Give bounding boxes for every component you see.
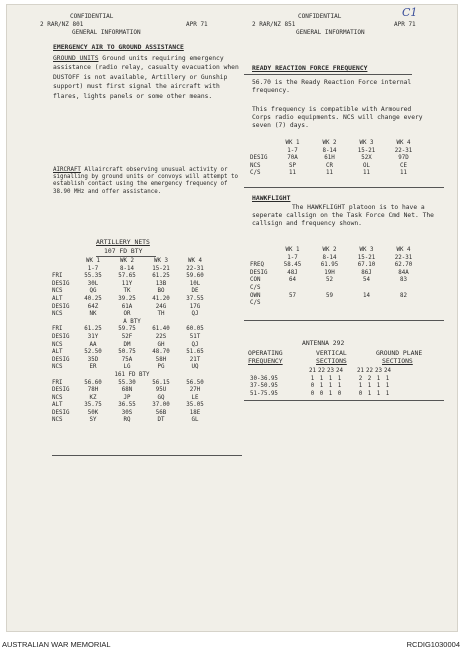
table-row [52,380,212,388]
row-label: CON [250,277,261,284]
table-cell: 11Y [121,280,133,287]
table-cell: 1 [385,390,390,397]
row-label: NCS [52,417,63,424]
table-cell: 48.70 [152,349,170,356]
table-cell: 83 [400,277,407,284]
left-page-title: GENERAL INFORMATION [72,29,141,36]
divider [244,400,444,401]
arty-group-107 [52,273,212,319]
table-cell: 1 [367,383,372,390]
table-cell: 23 [327,368,334,374]
row-label: NCS [52,288,63,295]
table-cell: 52X [361,155,372,162]
table-row [250,376,392,384]
table-cell [311,300,348,308]
rrf-text-1: 56.70 is the Ready Reaction Force internal frequency. [252,79,412,94]
antenna-col-frequency: FREQUENCY [248,357,283,365]
table-cell: 22S [155,333,167,340]
table-cell: 1 [376,383,381,390]
row-label: NCS [52,364,63,371]
table-row [52,334,212,342]
table-cell: 1 [328,390,333,397]
left-date: APR 71 [186,21,208,28]
table-cell: UQ [191,364,199,371]
antenna-title: ANTENNA 292 [302,339,345,347]
antenna-rows [250,376,392,399]
table-cell: TK [123,288,131,295]
table-cell [344,391,356,399]
table-cell: 24 [336,368,343,374]
table-cell: 35.05 [186,402,204,409]
table-cell: 78H [87,387,99,394]
table-cell: 23 [375,368,382,374]
table-cell: DM [123,341,131,348]
table-header-row: 1-7 8-14 15-21 22-31 [287,254,413,261]
divider [244,187,444,188]
table-cell: 59.60 [186,273,204,280]
table-cell: 0 [358,390,363,397]
emergency-section-title: EMERGENCY AIR TO GROUND ASSISTANCE [53,43,184,51]
table-row [250,277,422,285]
table-cell: CR [326,162,333,169]
row-label: 30-36.95 [250,375,278,382]
table-cell: 11 [400,170,407,177]
table-cell: 56.15 [152,379,170,386]
table-row [250,293,422,301]
table-cell: 22 [366,368,373,374]
row-label: FRI [52,379,63,386]
table-cell: 10L [189,280,201,287]
table-cell [348,285,385,293]
table-cell: 1 [358,383,363,390]
divider [96,256,156,257]
table-cell: SY [89,417,97,424]
table-cell: 62.70 [394,262,413,269]
table-cell: 0 [337,390,342,397]
row-label: OWN [250,292,261,299]
table-cell: GH [157,341,165,348]
table-cell: 41.20 [152,295,170,302]
row-label: DESIG [250,155,268,162]
table-row [52,288,212,296]
row-label: 51-75.95 [250,390,278,397]
table-row [52,304,212,312]
ground-units-text: Ground units requiring emergency assistance (radio relay, casualty evacuation when DUSTOFF is not available, Artillery or Gunship support) must first signal the aircraft with flares, lights panels or some other means. [53,55,239,100]
arty-unit-161: 161 FD BTY [114,371,150,378]
table-cell: 1 [319,375,324,382]
row-label: DESIG [52,387,70,394]
table-cell: 60.05 [186,326,204,333]
row-label: NCS [52,311,63,318]
table-cell: 21 [309,368,316,374]
artillery-table [52,258,212,425]
row-label: FREQ [250,262,264,269]
table-cell: OR [123,311,131,318]
table-row [250,155,422,163]
table-cell: 11 [289,170,296,177]
antenna-col-vertical: VERTICAL [316,349,347,357]
hawkflight-title: HAWKFLIGHT [252,194,291,202]
table-row [250,285,422,293]
divider [244,74,412,75]
table-cell: 82 [400,292,407,299]
divider [52,455,242,456]
right-page-title: GENERAL INFORMATION [296,29,365,36]
table-header-row [250,368,392,376]
table-cell: 52.50 [84,349,102,356]
table-cell: 31Y [87,333,99,340]
table-cell: QJ [191,311,199,318]
right-classification: CONFIDENTIAL [298,13,342,20]
arty-subtitle-row [52,372,212,380]
table-cell: RQ [123,417,131,424]
table-cell: 13B [155,280,167,287]
row-label: ALT [52,295,63,302]
table-row [52,395,212,403]
table-cell: 11 [363,170,370,177]
table-cell: OL [363,162,370,169]
table-row [250,383,392,391]
table-row [52,387,212,395]
table-cell: 1 [328,375,333,382]
antenna-col-ground-sections: SECTIONS [382,357,413,365]
row-label: ALT [52,402,63,409]
table-cell: 0 [310,390,315,397]
table-cell: 56.60 [84,379,102,386]
table-cell [274,300,311,308]
rrf-text-2: This frequency is compatible with Armoured Corps radio equipments. NCS will change every seven (7) days. [252,106,423,129]
table-row [52,326,212,334]
hawkflight-text: The HAWKFLIGHT platoon is to have a seperate callsign on the Task Force Cmd Net. The callsign and frequency shown. [252,204,434,227]
row-label: FRI [52,273,63,280]
table-cell: 1 [337,383,342,390]
table-cell: 61.25 [84,326,102,333]
table-cell: 0 [310,383,315,390]
table-cell: 84A [398,269,409,276]
table-cell: LE [191,394,199,401]
artillery-nets-title: ARTILLERY NETS [96,238,150,246]
table-row [52,281,212,289]
table-cell: PG [157,364,165,371]
table-header-row: 1-7 8-14 15-21 22-31 [87,265,204,272]
table-cell: 61.95 [320,262,339,269]
row-label: DESIG [52,280,70,287]
footer-source: AUSTRALIAN WAR MEMORIAL [2,640,111,649]
table-cell: 2 [367,375,372,382]
table-row [250,262,422,270]
arty-unit-107: 107 FD BTY [104,247,143,255]
table-cell: 19H [324,269,335,276]
table-cell: 61.40 [152,326,170,333]
antenna-col-ground: GROUND PLANE [376,349,423,357]
table-cell: 1 [319,383,324,390]
table-row [52,273,212,281]
table-cell [385,285,422,293]
table-cell: 40.25 [84,295,102,302]
table-cell: 27H [189,387,201,394]
table-cell: 50K [87,409,99,416]
table-row [52,357,212,365]
table-row [52,417,212,425]
table-cell: KZ [89,394,97,401]
table-cell: 50.75 [118,349,136,356]
table-cell: 52 [326,277,333,284]
aircraft-paragraph [53,167,243,196]
table-cell: 56B [155,409,167,416]
table-cell: NK [89,311,97,318]
handwritten-mark: C1 [402,6,418,19]
table-cell: SP [289,162,296,169]
antenna-col-operating: OPERATING [248,349,283,357]
table-header-row: WK 1 WK 2 WK 3 WK 4 [285,140,411,146]
table-cell: 37.00 [152,402,170,409]
table-cell: 61.25 [152,273,170,280]
table-cell: 1 [376,375,381,382]
table-cell: 58.45 [283,262,302,269]
table-row [52,311,212,319]
row-label: 37-50.95 [250,383,278,390]
table-cell: 0 [319,390,324,397]
table-cell: 68N [121,387,133,394]
table-cell: 67.10 [357,262,376,269]
table-cell: CE [400,162,407,169]
row-label: C/S [250,300,261,307]
table-cell: 64Z [87,303,99,310]
table-cell: 1 [376,390,381,397]
row-label: DESIG [52,356,70,363]
antenna-table [250,368,392,398]
table-cell: 35.75 [84,402,102,409]
row-label: DESIG [250,269,268,276]
table-cell: 75A [121,356,133,363]
rrf-section-title: READY REACTION FORCE FREQUENCY [252,64,368,72]
table-row [250,163,422,171]
table-cell: 2 [358,375,363,382]
table-row [250,270,422,278]
table-row [52,364,212,372]
table-header-row: WK 1 WK 2 WK 3 WK 4 [86,258,202,264]
right-reference: 2 RAR/NZ 851 [252,21,296,28]
table-cell: 61A [121,303,133,310]
arty-subtitle-row [52,319,212,327]
table-cell: 1 [367,390,372,397]
table-cell: 1 [385,375,390,382]
table-cell: 59.75 [118,326,136,333]
table-cell: 61H [324,155,335,162]
table-cell: DT [157,417,165,424]
row-label: C/S [250,170,261,177]
table-row [52,296,212,304]
table-cell: 54 [363,277,370,284]
footer-id: RCDIG1030004 [406,640,460,649]
rrf-table [250,140,422,178]
row-label: ALT [52,349,63,356]
table-cell: 57.65 [118,273,136,280]
row-label: DESIG [52,333,70,340]
ground-units-paragraph [53,54,243,101]
table-cell: 51T [189,333,201,340]
table-cell: LG [123,364,131,371]
table-cell: DE [191,288,199,295]
arty-group-161 [52,380,212,426]
table-cell: 30S [121,409,133,416]
table-cell: 1 [385,383,390,390]
table-cell: TH [157,311,165,318]
table-row [250,391,392,399]
table-cell: GQ [157,394,165,401]
divider [244,320,444,321]
table-row [250,170,422,178]
aircraft-text: Allaircraft observing unusual activity or signalling by ground units or convoys will attempt to establish contact using the emergency frequency of 38.90 MHz and offer assistance. [53,167,238,195]
hawkflight-table [250,247,422,308]
table-cell: 1 [337,375,342,382]
row-label: FRI [52,326,63,333]
table-row [52,349,212,357]
table-cell: 1 [328,383,333,390]
table-cell [311,285,348,293]
table-cell: 51.65 [186,349,204,356]
table-cell: 64 [289,277,296,284]
table-row [52,342,212,350]
aircraft-label: AIRCRAFT [53,167,81,173]
table-cell: 24G [155,303,167,310]
table-cell: 39.25 [118,295,136,302]
table-cell: ER [89,364,97,371]
table-cell: 86J [361,269,372,276]
table-cell: 55.35 [84,273,102,280]
table-cell [344,383,356,391]
table-cell: 37.55 [186,295,204,302]
antenna-col-vertical-sections: SECTIONS [316,357,347,365]
row-label: NCS [52,394,63,401]
row-label: DESIG [52,409,70,416]
right-date: APR 71 [394,21,416,28]
table-cell [344,376,356,384]
table-cell: QG [89,288,97,295]
table-cell: 59 [326,292,333,299]
left-classification: CONFIDENTIAL [70,13,114,20]
table-cell [385,300,422,308]
row-label: DESIG [52,303,70,310]
left-reference: 2 RAR/NZ 801 [40,21,84,28]
table-cell: 97D [398,155,409,162]
table-cell: 21T [189,356,201,363]
table-cell: 21 [357,368,364,374]
hawk-rows [250,262,422,308]
table-cell: 48J [287,269,298,276]
table-cell: 22 [318,368,325,374]
arty-unit-a: A BTY [123,318,141,325]
arty-group-a [52,326,212,372]
table-cell: GL [191,417,199,424]
table-cell [348,300,385,308]
table-header-row: 1-7 8-14 15-21 22-31 [287,147,413,154]
table-cell: 95U [155,387,167,394]
ground-units-label: GROUND UNITS [53,55,99,62]
table-cell: 52F [121,333,133,340]
row-label [250,368,308,376]
table-cell: 56.50 [186,379,204,386]
table-row [52,410,212,418]
table-cell: 1 [310,375,315,382]
table-header-row: WK 1 WK 2 WK 3 WK 4 [285,247,411,253]
table-cell: 18E [189,409,201,416]
table-cell: 11 [326,170,333,177]
table-cell: 70A [287,155,298,162]
table-cell: 30L [87,280,99,287]
table-cell: 55.30 [118,379,136,386]
table-cell: 24 [384,368,391,374]
table-cell: 14 [363,292,370,299]
table-cell: 57 [289,292,296,299]
table-cell: AA [89,341,97,348]
table-cell [274,285,311,293]
table-cell: 35D [87,356,99,363]
table-cell: JP [123,394,131,401]
row-label: NCS [250,162,261,169]
table-cell: 36.55 [118,402,136,409]
table-row [250,300,422,308]
table-cell: BO [157,288,165,295]
rrf-rows [250,155,422,178]
table-cell: 58H [155,356,167,363]
table-cell [344,368,356,376]
table-cell: QJ [191,341,199,348]
table-row [52,402,212,410]
table-cell: 17G [189,303,201,310]
row-label: C/S [250,284,261,291]
row-label: NCS [52,341,63,348]
